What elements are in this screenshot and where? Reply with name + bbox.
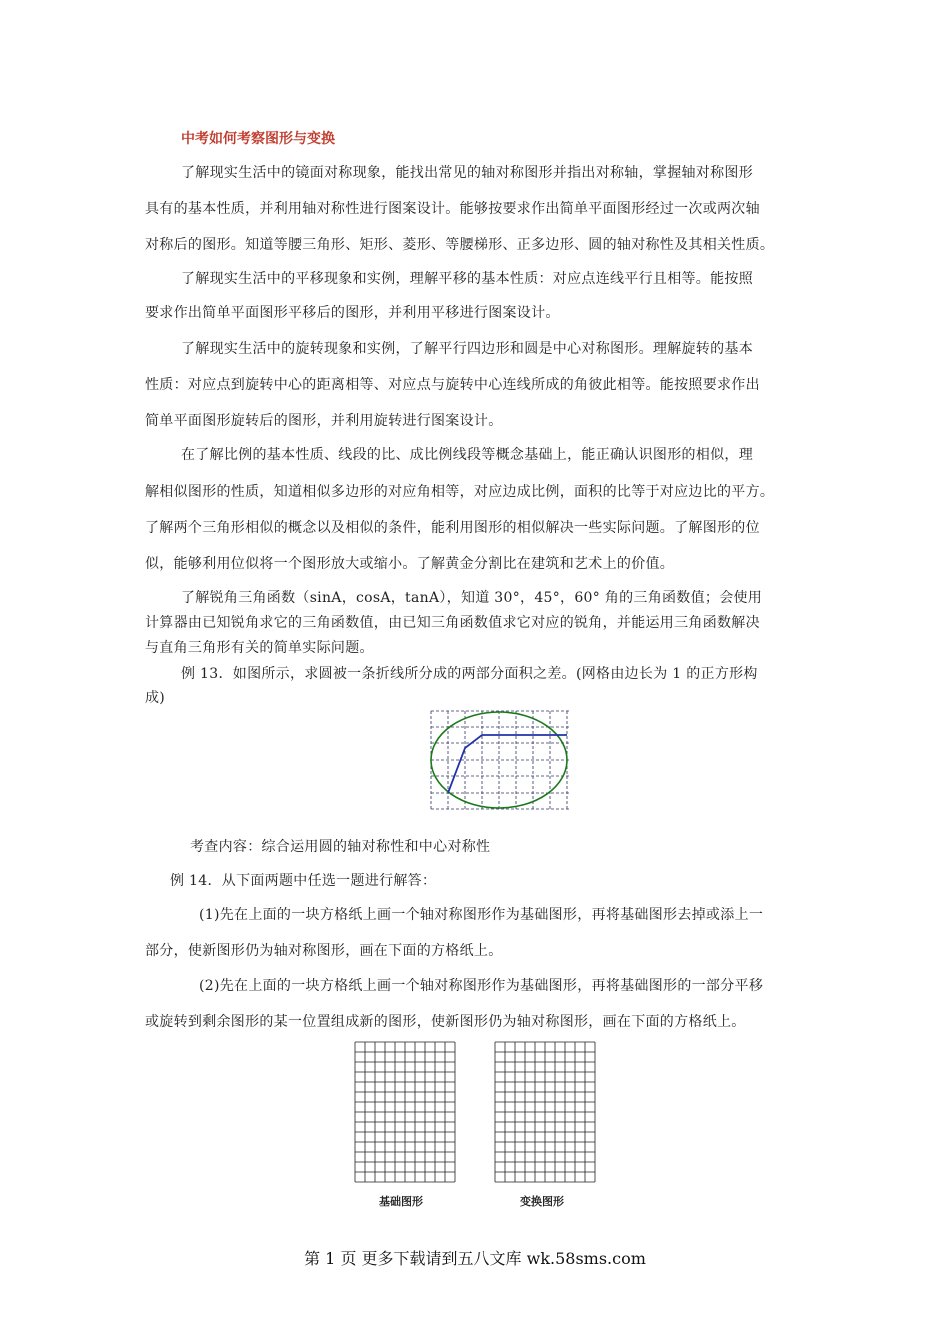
transformed-graph-caption: 变换图形 <box>520 1195 564 1208</box>
paragraph-line: 了解现实生活中的旋转现象和实例，了解平行四边形和圆是中心对称图形。理解旋转的基本 <box>181 341 753 357</box>
transformed-graph-grid <box>494 1041 596 1183</box>
paragraph-line: 例 13．如图所示，求圆被一条折线所分成的两部分面积之差。(网格由边长为 1 的正方形构 <box>181 666 758 682</box>
paragraph-line: 性质：对应点到旋转中心的距离相等、对应点与旋转中心连线所成的角彼此相等。能按照要求作出 <box>145 377 760 393</box>
paragraph-line: 了解锐角三角函数（sinA，cosA，tanA），知道 30°，45°，60° 角的三角函数值；会使用 <box>181 590 763 606</box>
paragraph-line: (1)先在上面的一块方格纸上画一个轴对称图形作为基础图形，再将基础图形去掉或添上一 <box>199 907 764 923</box>
paragraph-line: 部分，使新图形仍为轴对称图形，画在下面的方格纸上。 <box>145 943 503 959</box>
paragraph-line: 了解现实生活中的平移现象和实例，理解平移的基本性质：对应点连线平行且相等。能按照 <box>181 271 753 287</box>
paragraph-line: 在了解比例的基本性质、线段的比、成比例线段等概念基础上，能正确认识图形的相似，理 <box>181 447 753 463</box>
paragraph-line: 或旋转到剩余图形的某一位置组成新的图形，使新图形仍为轴对称图形，画在下面的方格纸上。 <box>145 1014 746 1030</box>
base-graph-caption: 基础图形 <box>379 1195 423 1208</box>
fold-line <box>448 735 567 793</box>
paragraph-line: 与直角三角形有关的简单实际问题。 <box>145 640 374 656</box>
paragraph-line: 计算器由已知锐角求它的三角函数值，由已知三角函数值求它对应的锐角，并能运用三角函数解决 <box>145 615 760 631</box>
base-graph-grid <box>354 1041 456 1183</box>
paragraph-line: 成) <box>145 690 166 706</box>
paragraph-line: (2)先在上面的一块方格纸上画一个轴对称图形作为基础图形，再将基础图形的一部分平移 <box>199 978 764 994</box>
paragraph-line: 要求作出简单平面图形平移后的图形，并利用平移进行图案设计。 <box>145 305 560 321</box>
paragraph-line: 例 14．从下面两题中任选一题进行解答： <box>170 873 437 889</box>
paragraph-line: 了解两个三角形相似的概念以及相似的条件，能利用图形的相似解决一些实际问题。了解图形的位 <box>145 520 760 536</box>
paragraph-line: 简单平面图形旋转后的图形，并利用旋转进行图案设计。 <box>145 413 503 429</box>
paragraph-line: 对称后的图形。知道等腰三角形、矩形、菱形、等腰梯形、正多边形、圆的轴对称性及其相关性质。 <box>145 237 775 253</box>
page-title: 中考如何考察图形与变换 <box>181 131 335 147</box>
paragraph-line: 具有的基本性质，并利用轴对称性进行图案设计。能够按要求作出简单平面图形经过一次或两次轴 <box>145 201 760 217</box>
paragraph-line: 似，能够利用位似将一个图形放大或缩小。了解黄金分割比在建筑和艺术上的价值。 <box>145 556 675 572</box>
paragraph-line: 了解现实生活中的镜面对称现象，能找出常见的轴对称图形并指出对称轴，掌握轴对称图形 <box>181 165 753 181</box>
page-footer: 第 1 页 更多下载请到五八文库 wk.58sms.com <box>304 1249 646 1268</box>
circle-grid-figure <box>428 709 572 813</box>
paragraph-line: 考查内容：综合运用圆的轴对称性和中心对称性 <box>190 839 491 855</box>
paragraph-line: 解相似图形的性质，知道相似多边形的对应角相等，对应边成比例，面积的比等于对应边比的平方。 <box>145 484 775 500</box>
